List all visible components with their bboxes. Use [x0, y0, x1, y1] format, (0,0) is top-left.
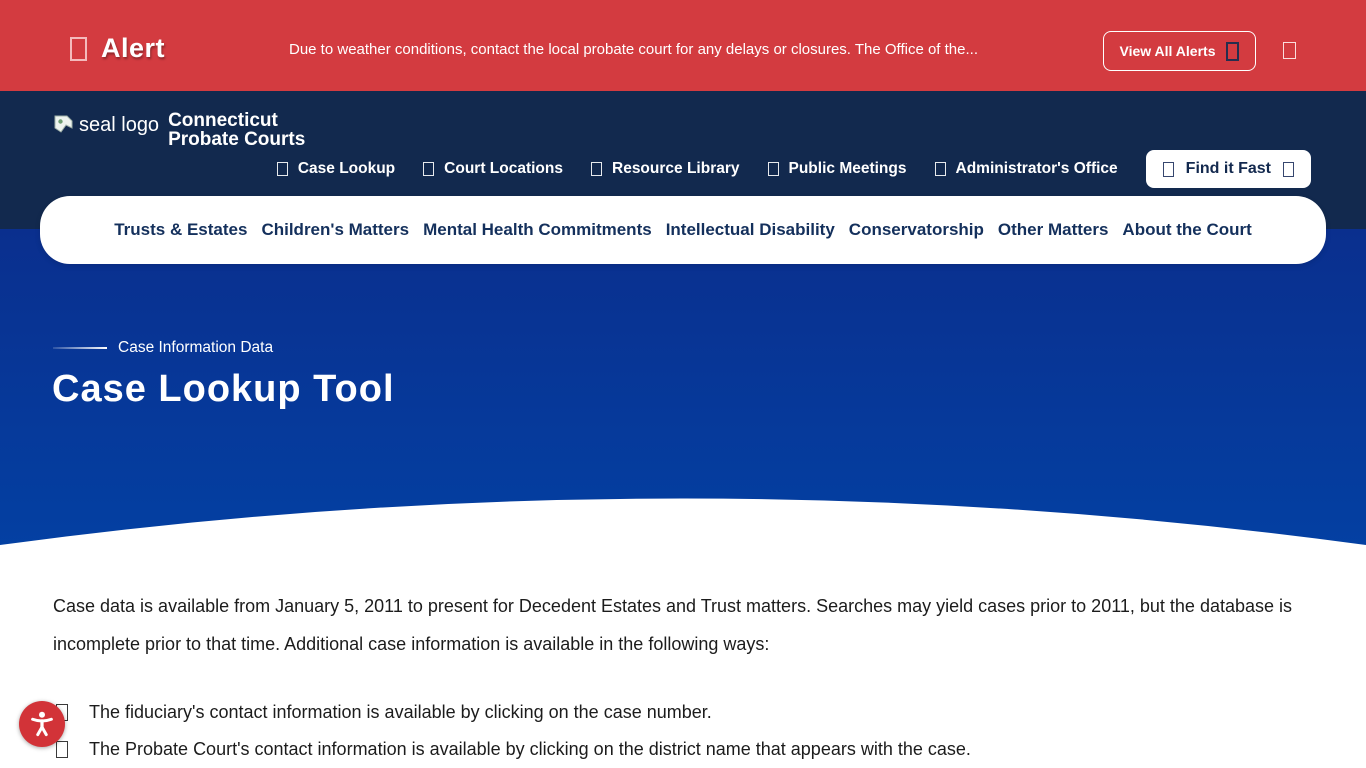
- broken-image-icon: [54, 115, 74, 137]
- bullet-icon: [56, 741, 68, 758]
- alert-title: Alert: [101, 33, 166, 63]
- hero-eyebrow-label: Case Information Data: [118, 339, 274, 356]
- alert-heading: [70, 33, 165, 64]
- site-brand[interactable]: [54, 110, 306, 150]
- administrators-office-icon: [935, 162, 946, 176]
- nav-item-resource-library[interactable]: [591, 160, 740, 178]
- nav-item-administrators-office[interactable]: [935, 160, 1118, 178]
- nav-item-label: Resource Library: [612, 160, 740, 177]
- alert-banner: [0, 0, 1366, 91]
- close-icon[interactable]: [1283, 42, 1296, 59]
- alert-message: Due to weather conditions, contact the local probate court for any delays or closures. The Office of the...: [289, 41, 978, 58]
- nav-item-label: Case Lookup: [297, 160, 396, 177]
- page-title: Case Lookup Tool: [52, 368, 395, 410]
- list-item: [56, 731, 971, 768]
- nav-item-label: Public Meetings: [788, 160, 907, 177]
- seal-logo-broken-image: [54, 114, 159, 137]
- chevron-down-icon: [1283, 162, 1294, 177]
- intro-paragraph: Case data is available from January 5, 2011 to present for Decedent Estates and Trust matters. Searches may yield cases prior to 2011, but the database is incomplete prior to that time. Additional case information is available in the following ways:: [53, 596, 1293, 654]
- accessibility-person-icon: [27, 709, 57, 739]
- find-it-fast-label: Find it Fast: [1185, 160, 1271, 177]
- subnav-item-trusts-estates[interactable]: Trusts & Estates: [114, 220, 248, 239]
- subnav-item-intellectual-disability[interactable]: Intellectual Disability: [665, 220, 835, 239]
- nav-item-court-locations[interactable]: [423, 160, 563, 178]
- find-it-fast-button[interactable]: [1146, 150, 1311, 188]
- accessibility-widget-button[interactable]: [19, 701, 65, 747]
- nav-item-label: Court Locations: [444, 160, 563, 177]
- subnav-item-conservatorship[interactable]: Conservatorship: [848, 220, 984, 239]
- nav-item-public-meetings[interactable]: [768, 160, 907, 178]
- subnav-item-childrens-matters[interactable]: Children's Matters: [261, 220, 410, 239]
- subnav-item-about-the-court[interactable]: About the Court: [1122, 220, 1252, 239]
- resource-library-icon: [591, 162, 602, 176]
- hero-eyebrow: [53, 339, 273, 357]
- subnav-item-other-matters[interactable]: Other Matters: [997, 220, 1109, 239]
- site-name-line1: Connecticut: [168, 110, 278, 131]
- list-item: [56, 694, 971, 731]
- alert-bell-icon: [70, 37, 87, 61]
- chevron-down-icon: [1226, 42, 1239, 61]
- eyebrow-line: [53, 347, 107, 349]
- site-name: [168, 112, 305, 149]
- main-navigation: [277, 150, 1311, 188]
- list-item-text: The Probate Court's contact information is available by clicking on the district name that appears with the case.: [89, 739, 971, 759]
- view-all-alerts-label: View All Alerts: [1119, 43, 1216, 59]
- view-all-alerts-button[interactable]: [1103, 31, 1256, 71]
- case-lookup-icon: [277, 162, 288, 176]
- nav-item-case-lookup[interactable]: [277, 160, 395, 178]
- search-icon: [1163, 162, 1174, 177]
- seal-logo-alt-text: seal logo: [79, 114, 160, 136]
- list-item-text: The fiduciary's contact information is available by clicking on the case number.: [89, 702, 712, 722]
- site-name-line2: Probate Courts: [168, 128, 306, 150]
- court-locations-icon: [423, 162, 434, 176]
- public-meetings-icon: [768, 162, 779, 176]
- subnav-item-mental-health-commitments[interactable]: Mental Health Commitments: [423, 220, 652, 239]
- nav-item-label: Administrator's Office: [955, 160, 1118, 177]
- info-list: [56, 694, 971, 768]
- sub-navigation: [40, 196, 1326, 264]
